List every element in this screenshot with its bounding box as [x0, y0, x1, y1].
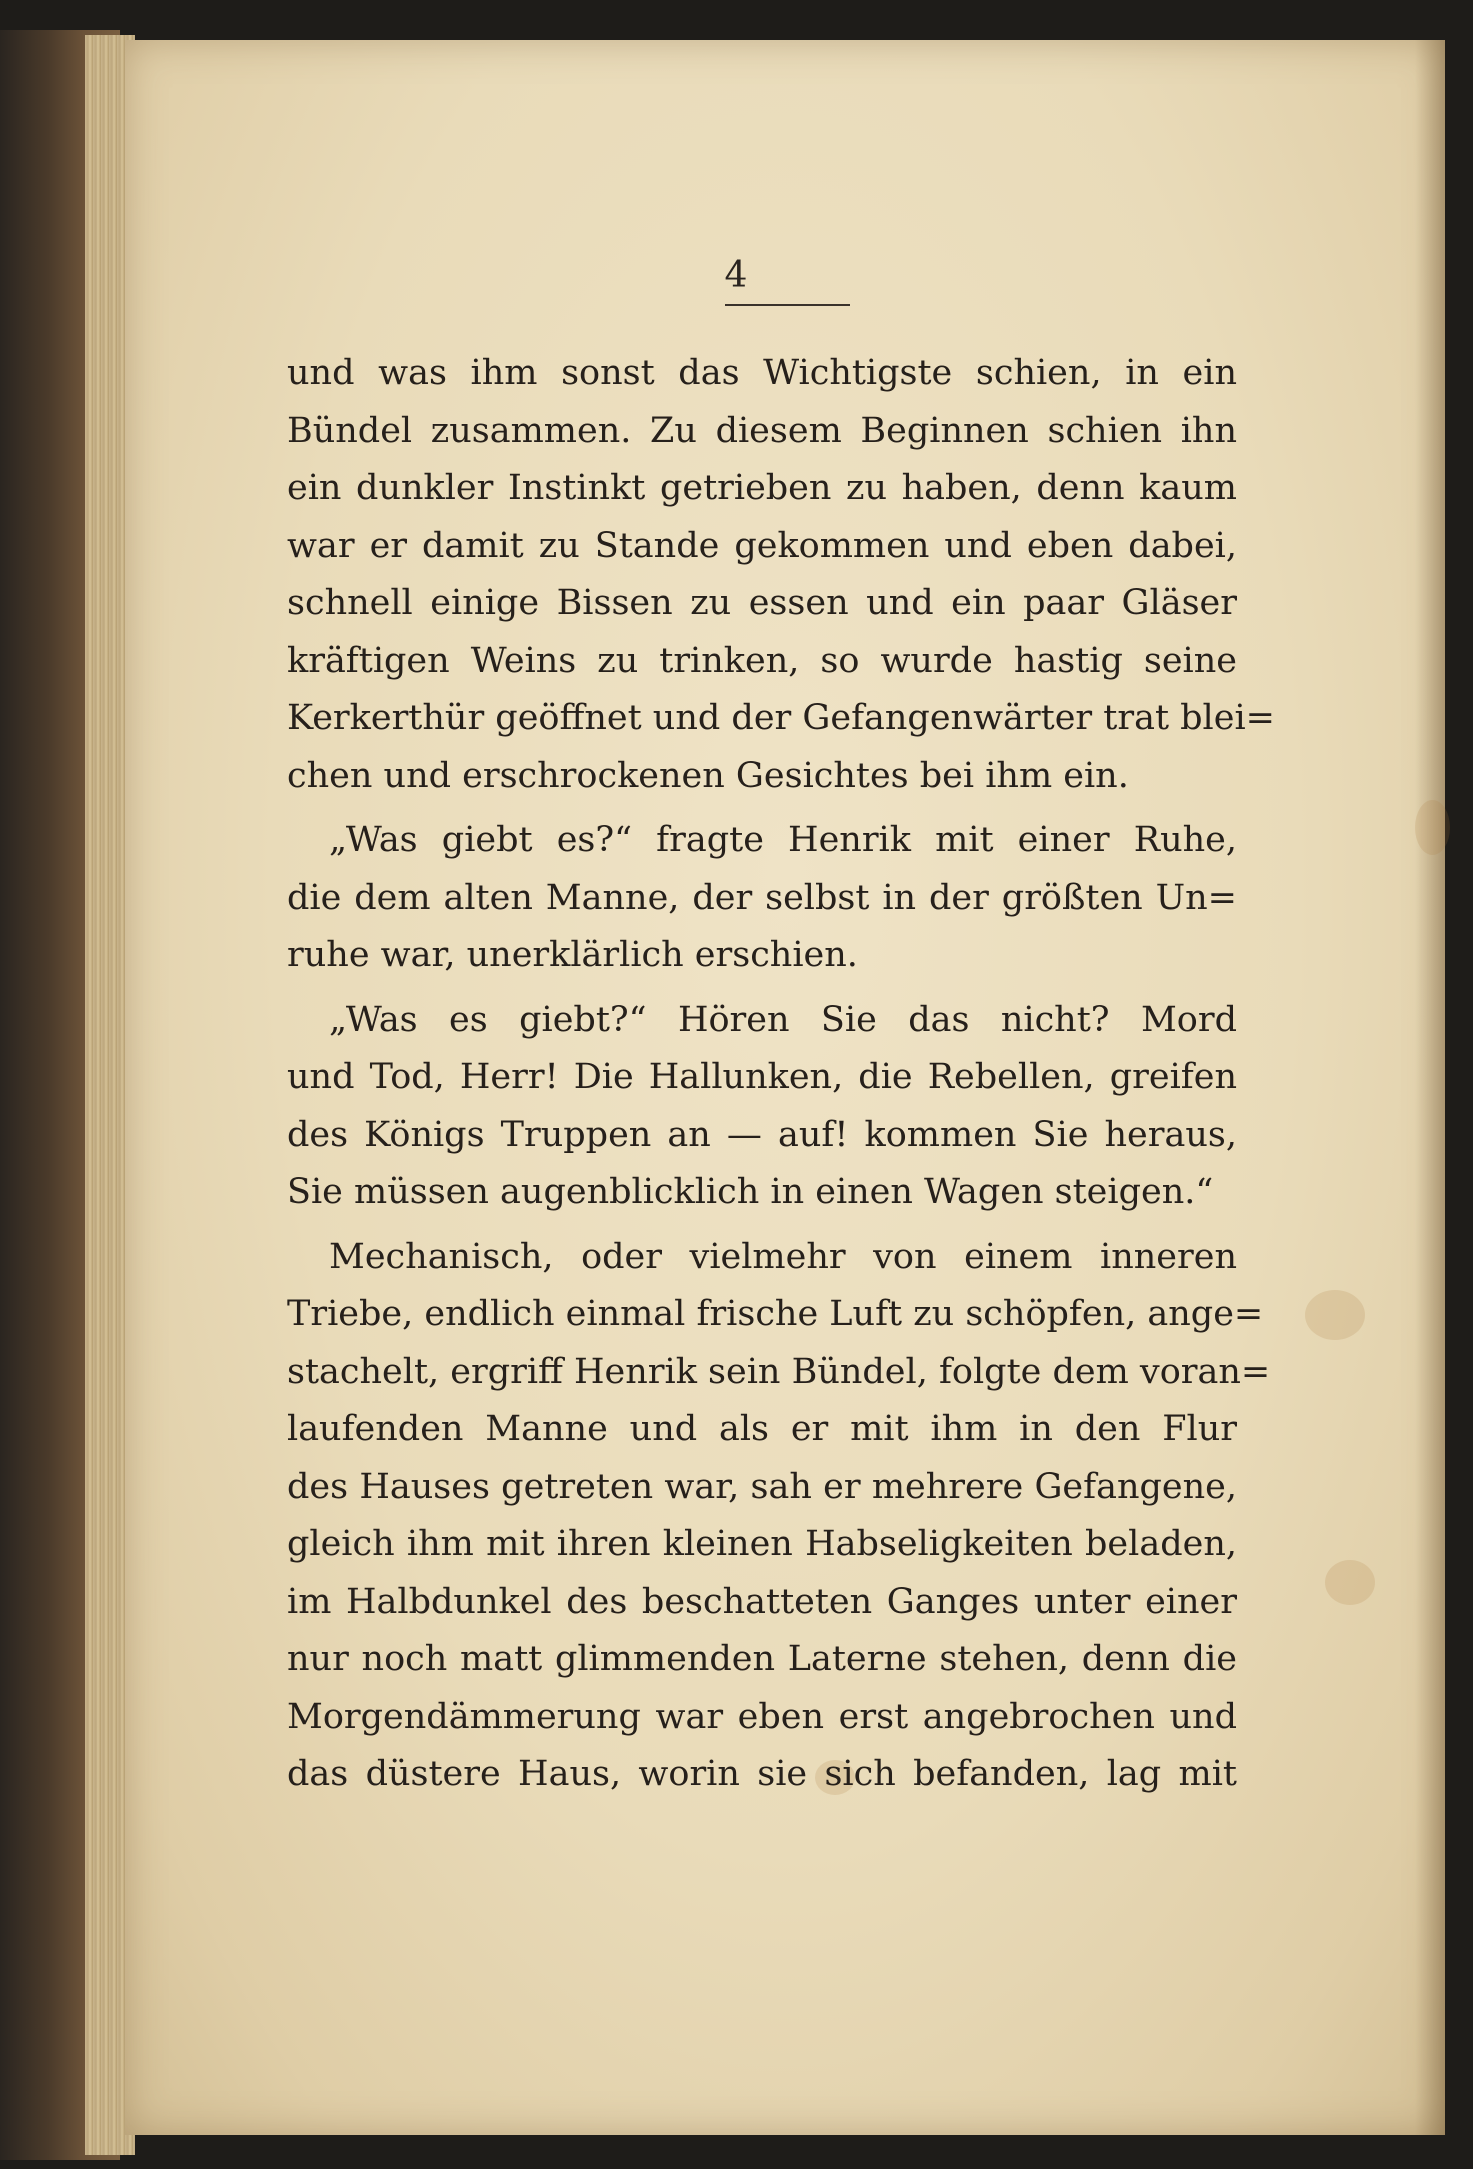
paragraph — [287, 1229, 1271, 1804]
text-line: Bündel zusammen. Zu diesem Beginnen schien ihn — [287, 410, 1237, 451]
text-line: kräftigen Weins zu trinken, so wurde hastig seine — [287, 640, 1237, 681]
text-line: stachelt, ergriff Henrik sein Bündel, folgte dem voran= — [287, 1351, 1271, 1392]
text-line: des Königs Truppen an — auf! kommen Sie heraus, — [287, 1114, 1237, 1155]
paragraph-spacer — [287, 805, 1237, 812]
paper-stain — [1415, 800, 1450, 855]
text-line: und Tod, Herr! Die Hallunken, die Rebellen, greifen — [287, 1057, 1237, 1097]
text-line: ruhe war, unerklärlich erschien. — [287, 935, 858, 975]
text-line: und was ihm sonst das Wichtigste schien, in ein — [287, 353, 1237, 393]
text-line: Sie müssen augenblicklich in einen Wagen steigen.“ — [287, 1172, 1214, 1212]
text-line: „Was giebt es?“ fragte Henrik mit einer Ruhe, — [329, 820, 1237, 860]
paper-stain — [1305, 1290, 1365, 1340]
paragraph — [287, 992, 1237, 1222]
paragraph-spacer — [287, 1222, 1237, 1229]
body-text — [287, 345, 1275, 1804]
text-line: das düstere Haus, worin sie sich befanden, lag mit — [287, 1754, 1237, 1794]
text-line: im Halbdunkel des beschatteten Ganges unter einer — [287, 1581, 1237, 1622]
text-line: schnell einige Bissen zu essen und ein paar Gläser — [287, 583, 1237, 623]
text-line: Morgendämmerung war eben erst angebrochen und — [287, 1696, 1237, 1737]
text-line: ein dunkler Instinkt getrieben zu haben, denn kaum — [287, 468, 1237, 508]
paragraph-spacer — [287, 985, 1237, 992]
text-line: war er damit zu Stande gekommen und eben dabei, — [287, 525, 1237, 566]
page-number: 4 — [724, 255, 749, 296]
page-gutter-shadow — [1415, 40, 1445, 2135]
text-line: gleich ihm mit ihren kleinen Habseligkeiten beladen, — [287, 1524, 1237, 1564]
text-line: des Hauses getreten war, sah er mehrere Gefangene, — [287, 1466, 1237, 1507]
paragraph — [287, 812, 1237, 985]
text-line: „Was es giebt?“ Hören Sie das nicht? Mord — [329, 999, 1237, 1040]
text-line: Kerkerthür geöffnet und der Gefangenwärter trat blei= — [287, 698, 1275, 738]
text-line: laufenden Manne und als er mit ihm in den Flur — [287, 1409, 1237, 1449]
text-line: Mechanisch, oder vielmehr von einem inneren — [329, 1236, 1237, 1277]
paragraph — [287, 345, 1275, 805]
text-line: die dem alten Manne, der selbst in der größten Un= — [287, 877, 1237, 918]
page-number-rule — [725, 304, 850, 306]
text-line: chen und erschrockenen Gesichtes bei ihm ein. — [287, 755, 1129, 796]
text-line: nur noch matt glimmenden Laterne stehen, denn die — [287, 1639, 1237, 1679]
paper-stain — [1325, 1560, 1375, 1605]
text-line: Triebe, endlich einmal frische Luft zu schöpfen, ange= — [287, 1294, 1264, 1334]
